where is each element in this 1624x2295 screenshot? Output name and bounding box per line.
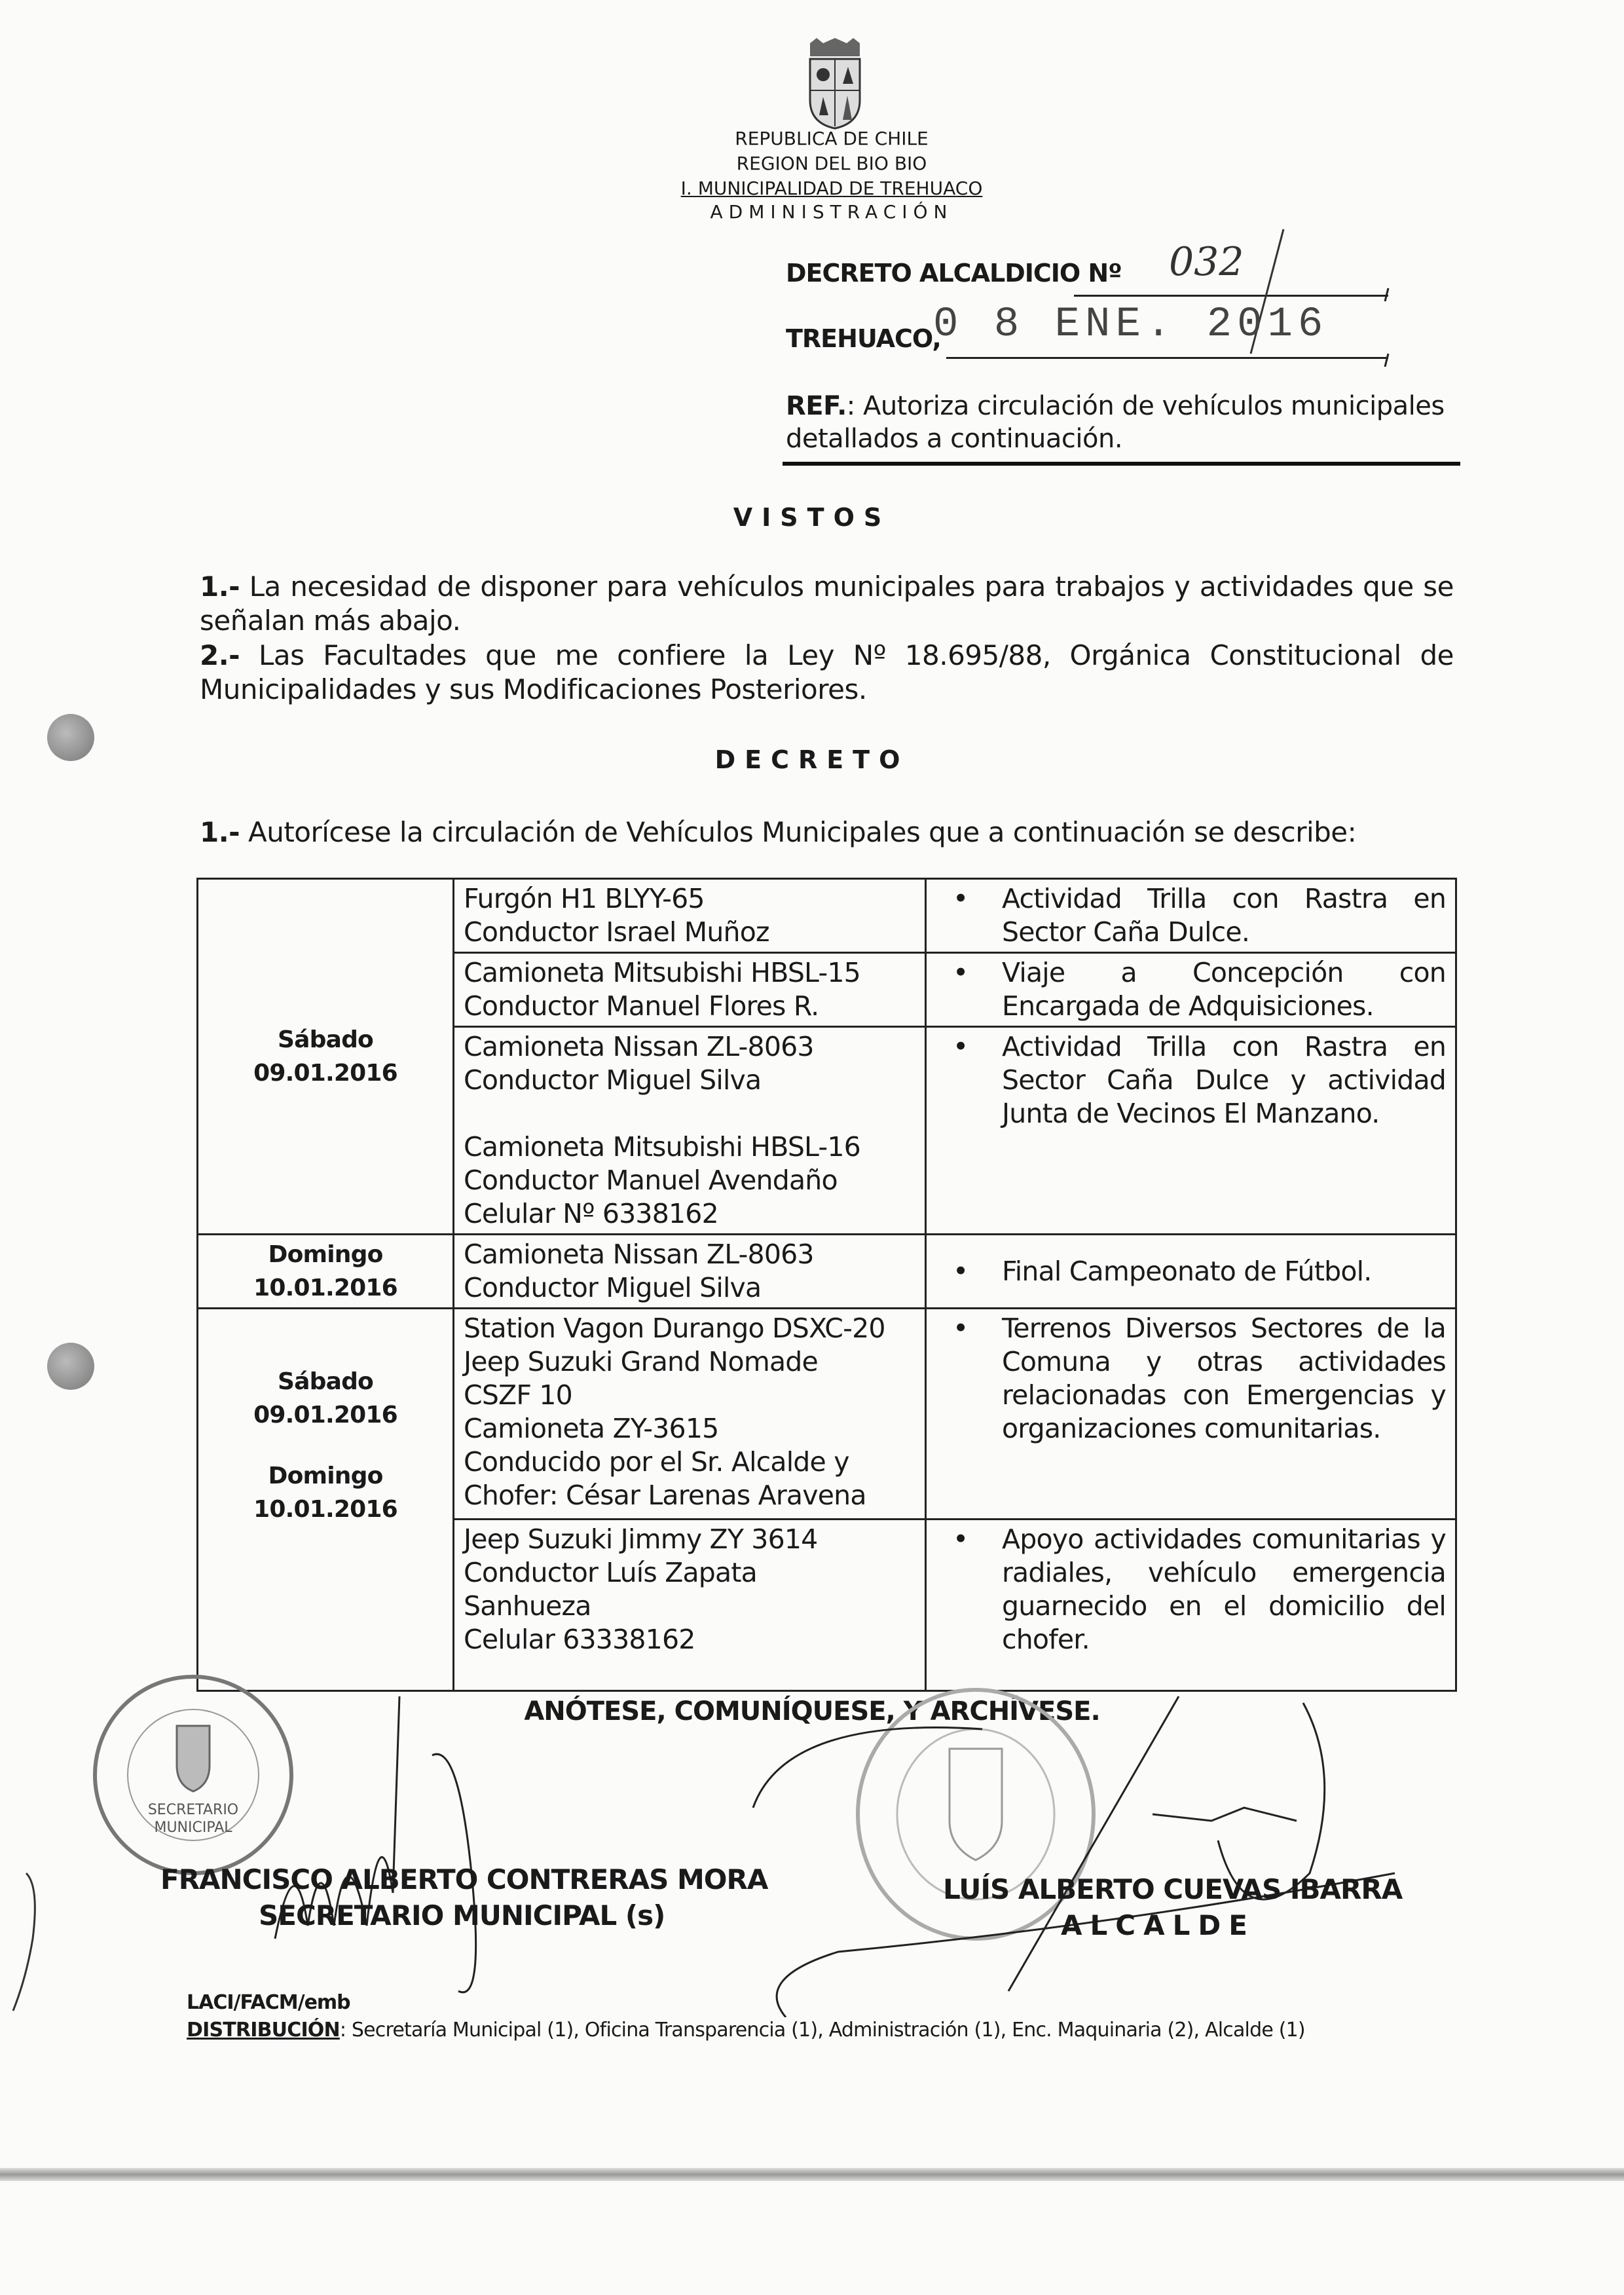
distribution-label: DISTRIBUCIÓN	[187, 2019, 340, 2042]
date-cell: Domingo 10.01.2016	[198, 1235, 454, 1309]
item-number: 1.-	[200, 816, 240, 848]
vehicle-cell: Camioneta Nissan ZL-8063 Conductor Miguel Silva Camioneta Mitsubishi HBSL-16 Conductor Manuel Avendaño Celular Nº 6338162	[454, 1027, 926, 1235]
decreto-heading: DECRETO	[714, 745, 910, 774]
date-cell	[198, 1309, 454, 1691]
secretary-title: SECRETARIO MUNICIPAL (s)	[259, 1899, 665, 1931]
vehicle-cell: Jeep Suzuki Jimmy ZY 3614 Conductor Luís Zapata Sanhueza Celular 63338162	[454, 1520, 926, 1691]
vistos-heading: VISTOS	[733, 503, 891, 532]
header-country: REPUBLICA DE CHILE	[735, 128, 929, 149]
table-row	[198, 1309, 1456, 1520]
handwritten-signatures	[0, 1677, 1506, 2017]
date-cell: Sábado 09.01.2016	[198, 879, 454, 1235]
header-department: ADMINISTRACIÓN	[710, 201, 953, 223]
date-line	[946, 357, 1388, 359]
distribution-text: : Secretaría Municipal (1), Oficina Transparencia (1), Administración (1), Enc. Maquinaria (2), Alcalde (1)	[339, 2019, 1305, 2042]
svg-text:SECRETARIO: SECRETARIO	[147, 1802, 239, 1818]
scan-edge	[0, 2168, 1624, 2181]
table-row	[198, 1235, 1456, 1309]
closing-formula: ANÓTESE, COMUNÍQUESE, Y ARCHÍVESE.	[524, 1696, 1100, 1726]
decree-number-label: DECRETO ALCALDICIO Nº	[786, 259, 1122, 288]
activity-cell: • Apoyo actividades comunitarias y radiales, vehículo emergencia guarnecido en el domicilio del chofer.	[926, 1520, 1456, 1691]
vehicle-cell: Camioneta Mitsubishi HBSL-15 Conductor Manuel Flores R.	[454, 953, 926, 1027]
item-text: Autorícese la circulación de Vehículos Municipales que a continuación se describe:	[240, 816, 1357, 848]
ref-text: : Autoriza circulación de vehículos municipales detallados a continuación.	[786, 391, 1445, 454]
date-sunday: Domingo 10.01.2016	[253, 1463, 397, 1523]
header-municipality: I. MUNICIPALIDAD DE TREHUACO	[680, 177, 983, 199]
secretary-name: FRANCISCO ALBERTO CONTRERAS MORA	[160, 1863, 768, 1895]
item-text: Las Facultades que me confiere la Ley Nº 18.695/88, Orgánica Constitucional de Municipalidades y sus Modificaciones Posteriores.	[200, 639, 1454, 705]
mayor-name: LUÍS ALBERTO CUEVAS IBARRA	[943, 1873, 1403, 1905]
activity-cell: • Actividad Trilla con Rastra en Sector Caña Dulce y actividad Junta de Vecinos El Manzano.	[926, 1027, 1456, 1235]
decreto-item-1	[200, 815, 1454, 849]
activity-cell: • Viaje a Concepción con Encargada de Adquisiciones.	[926, 953, 1456, 1027]
date-saturday: Sábado 09.01.2016	[253, 1368, 397, 1428]
activity-cell: • Actividad Trilla con Rastra en Sector Caña Dulce.	[926, 879, 1456, 953]
activity-cell: • Final Campeonato de Fútbol.	[926, 1235, 1456, 1309]
mayor-title: ALCALDE	[1061, 1909, 1255, 1941]
vistos-item-2	[200, 639, 1454, 707]
activity-cell: • Terrenos Diversos Sectores de la Comuna y otras actividades relacionadas con Emergencias y organizaciones comunitarias.	[926, 1309, 1456, 1520]
initials: LACI/FACM/emb	[187, 1991, 350, 2014]
vehicle-cell: Furgón H1 BLYY-65 Conductor Israel Muñoz	[454, 879, 926, 953]
header-region: REGION DEL BIO BIO	[736, 153, 927, 174]
decree-number-value: 032	[1169, 239, 1244, 285]
item-text: La necesidad de disponer para vehículos municipales para trabajos y actividades que se señalan más abajo.	[200, 570, 1454, 637]
municipal-crest-logo	[802, 38, 868, 130]
punch-hole	[47, 1343, 94, 1390]
vistos-item-1	[200, 570, 1454, 638]
reference	[786, 390, 1460, 455]
svg-text:MUNICIPAL: MUNICIPAL	[154, 1819, 232, 1836]
ref-label: REF.	[786, 391, 847, 421]
distribution	[187, 2019, 1305, 2042]
date-stamp: 0 8 ENE. 2016	[933, 301, 1329, 348]
vehicle-table	[196, 878, 1457, 1692]
place-label: TREHUACO,	[786, 324, 941, 353]
vehicle-cell: Camioneta Nissan ZL-8063 Conductor Miguel Silva	[454, 1235, 926, 1309]
item-number: 2.-	[200, 639, 240, 671]
item-number: 1.-	[200, 570, 240, 603]
table-row	[198, 879, 1456, 953]
ref-underline	[783, 462, 1460, 466]
vehicle-cell: Station Vagon Durango DSXC-20 Jeep Suzuki Grand Nomade CSZF 10 Camioneta ZY-3615 Conducido por el Sr. Alcalde y Chofer: César Larenas Aravena	[454, 1309, 926, 1520]
